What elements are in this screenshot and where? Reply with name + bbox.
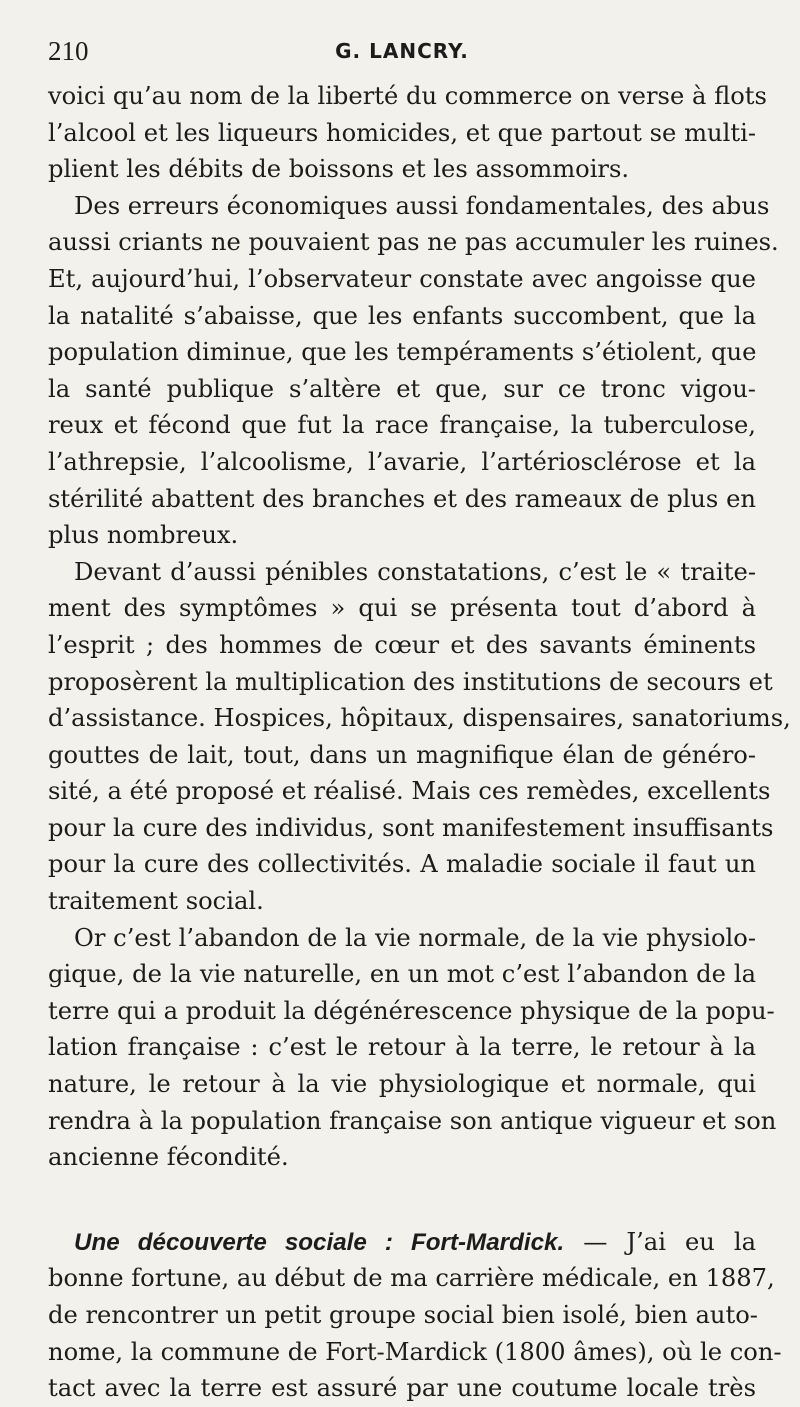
text-line: l’athrepsie, l’alcoolisme, l’avarie, l’artériosclérose et la — [48, 447, 756, 476]
text-line: gouttes de lait, tout, dans un magnifique élan de généro- — [48, 740, 756, 769]
text-line: lation française : c’est le retour à la terre, le retour à la — [48, 1033, 756, 1062]
section-spacer — [48, 1176, 756, 1224]
text-line: plient les débits de boissons et les assommoirs. — [48, 155, 630, 184]
text-line: ment des symptômes » qui se présenta tout d’abord à — [48, 594, 756, 623]
section-first-line — [48, 1224, 756, 1261]
text-line: pour la cure des individus, sont manifestement insuffisants — [48, 813, 774, 842]
text-line: proposèrent la multiplication des institutions de secours et — [48, 667, 773, 696]
text-line: la santé publique s’altère et que, sur ce tronc vigou- — [48, 374, 756, 403]
section-paragraph — [48, 1224, 782, 1407]
text-line: reux et fécond que fut la race française, la tuberculose, — [48, 411, 756, 440]
paragraph — [48, 554, 791, 920]
text-line: bonne fortune, au début de ma carrière médicale, en 1887, — [48, 1264, 775, 1293]
text-line: l’esprit ; des hommes de cœur et des savants éminents — [48, 630, 756, 659]
text-line: sité, a été proposé et réalisé. Mais ces remèdes, excellents — [48, 777, 771, 806]
text-line: tact avec la terre est assuré par une coutume locale très — [48, 1374, 756, 1403]
text-line: voici qu’au nom de la liberté du commerce on verse à flots — [48, 82, 767, 110]
body-text — [48, 78, 791, 1407]
text-line: d’assistance. Hospices, hôpitaux, dispensaires, sanatoriums, — [48, 704, 791, 733]
paragraph — [48, 920, 777, 1176]
text-line: Or c’est l’abandon de la vie normale, de la vie physiolo- — [74, 923, 756, 952]
text-line: nature, le retour à la vie physiologique et normale, qui — [48, 1070, 756, 1099]
text-line: gique, de la vie naturelle, en un mot c’est l’abandon de la — [48, 960, 756, 989]
running-head — [48, 36, 756, 76]
text-line: Devant d’aussi pénibles constatations, c’est le « traite- — [74, 557, 756, 586]
text-line: terre qui a produit la dégénérescence physique de la popu- — [48, 996, 775, 1025]
running-title: G. LANCRY. — [335, 39, 469, 63]
text-line: population diminue, que les tempéraments s’étiolent, que — [48, 338, 757, 367]
text-line: Et, aujourd’hui, l’observateur constate avec angoisse que — [48, 264, 756, 293]
text-line: la natalité s’abaisse, que les enfants succombent, que la — [48, 301, 756, 330]
text-line: ancienne fécondité. — [48, 1143, 289, 1172]
text-line: nome, la commune de Fort-Mardick (1800 âmes), où le con- — [48, 1337, 782, 1366]
section-first-line-text: — J’ai eu la — [564, 1227, 756, 1256]
text-line: l’alcool et les liqueurs homicides, et que partout se multi- — [48, 118, 756, 147]
page-number: 210 — [48, 36, 89, 66]
text-line: stérilité abattent des branches et des rameaux de plus en — [48, 484, 756, 513]
paragraph — [48, 188, 779, 554]
paragraph — [48, 78, 767, 188]
text-line: de rencontrer un petit groupe social bien isolé, bien auto- — [48, 1301, 758, 1329]
text-line: pour la cure des collectivités. A maladie sociale il faut un — [48, 850, 756, 879]
text-line: plus nombreux. — [48, 521, 239, 550]
text-line: traitement social. — [48, 887, 264, 916]
text-line: rendra à la population française son antique vigueur et son — [48, 1106, 777, 1135]
text-line: aussi criants ne pouvaient pas ne pas accumuler les ruines. — [48, 228, 779, 257]
section-heading: Une découverte sociale : Fort-Mardick. — [74, 1228, 565, 1256]
text-line: Des erreurs économiques aussi fondamentales, des abus — [74, 191, 770, 220]
